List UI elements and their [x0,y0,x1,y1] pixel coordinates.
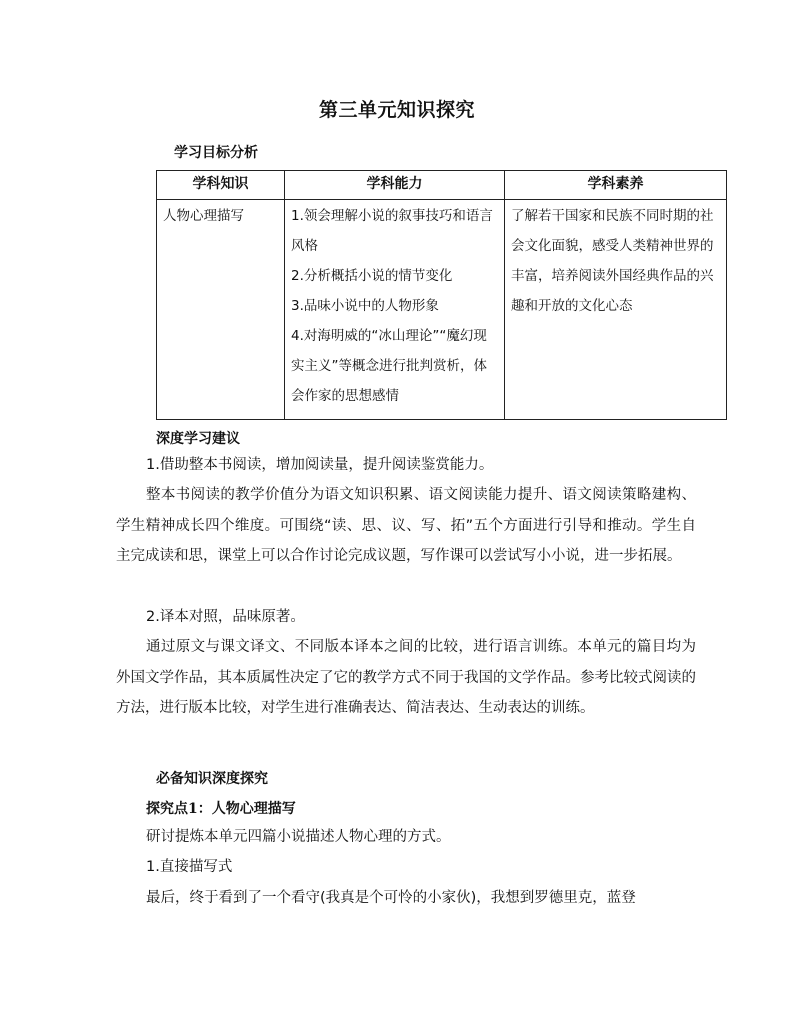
header-ability: 学科能力 [285,171,505,200]
ability-item: 1.领会理解小说的叙事技巧和语言风格 [291,208,493,254]
cell-literacy: 了解若干国家和民族不同时期的社会文化面貌，感受人类精神世界的丰富，培养阅读外国经典作品的兴趣和开放的文化心态 [505,200,727,420]
header-knowledge: 学科知识 [157,171,285,200]
inquiry-point-title: 探究点1：人物心理描写 [146,801,296,817]
inquiry-excerpt: 最后，终于看到了一个看守(我真是个可怜的小家伙)，我想到罗德里克，蓝登 [146,890,636,906]
suggestion-1-title: 1.借助整本书阅读，增加阅读量，提升阅读鉴赏能力。 [146,457,494,473]
inquiry-heading: 必备知识深度探究 [156,771,268,787]
ability-item: 3.品味小说中的人物形象 [291,298,439,314]
suggestion-1-body: 整本书阅读的教学价值分为语文知识积累、语文阅读能力提升、语文阅读策略建构、学生精神成长四个维度。可围绕“读、思、议、写、拓”五个方面进行引导和推动。学生自主完成读和思，课堂上可以合作讨论完成议题，写作课可以尝试写小小说，进一步拓展。 [116,487,696,564]
goals-table-header-row [157,171,727,200]
suggestion-2-body: 通过原文与课文译文、不同版本译本之间的比较，进行语言训练。本单元的篇目均为外国文学作品，其本质属性决定了它的教学方式不同于我国的文学作品。参考比较式阅读的方法，进行版本比较，对学生进行准确表达、简洁表达、生动表达的训练。 [116,639,696,716]
inquiry-subheading: 1.直接描写式 [146,859,233,875]
inquiry-intro: 研讨提炼本单元四篇小说描述人物心理的方式。 [146,829,451,845]
page-title: 第三单元知识探究 [318,99,475,121]
cell-abilities [285,200,505,420]
goals-table-row [157,200,727,420]
ability-item: 2.分析概括小说的情节变化 [291,268,453,284]
suggestions-heading: 深度学习建议 [156,431,240,447]
ability-item: 4.对海明威的“冰山理论”“魔幻现实主义”等概念进行批判赏析，体会作家的思想感情 [291,328,487,404]
header-literacy: 学科素养 [505,171,727,200]
cell-knowledge: 人物心理描写 [157,200,285,420]
suggestion-2-title: 2.译本对照，品味原著。 [146,609,305,625]
goals-heading: 学习目标分析 [174,145,258,161]
goals-table [156,170,727,420]
